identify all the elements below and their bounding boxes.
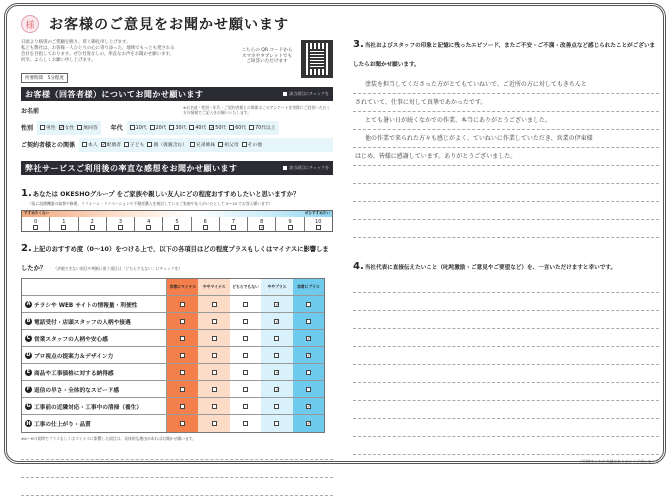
name-label: お名前: [21, 107, 40, 115]
age-options: [127, 121, 279, 135]
name-note: ※お名前・性別・年代・ご契約者様との関係はこのアンケートを実際にご回答いただく方の情報でご記入をお願いいたします。: [183, 105, 331, 115]
left-page: [21, 12, 333, 496]
q3-answer[interactable]: 塗装を担当してくださった方がとてもていねいで、ご近所の方に対してもきちんと されていて、仕事に対して真摯であかったです。 とても暑い日が続くなかでの作業、本当にありがとうございました。 他の作業で来られた方々も感じがよく、ていねいに作業していただき、営業の伊東様 はじめ、皆様に感謝しています。ありがとうございました。: [353, 76, 659, 238]
answer-line[interactable]: [21, 442, 333, 460]
scale-option[interactable]: 8 ✓: [248, 217, 276, 231]
relation-option[interactable]: 祖父母: [218, 141, 238, 148]
relation-option[interactable]: 本人: [82, 141, 98, 148]
right-page: [353, 12, 659, 465]
table-row: A チラシや WEB サイトの情報量・利便性 ✓: [22, 296, 324, 313]
table-row: B 電話受付・店頭スタッフの人柄や接遇 ✓: [22, 313, 324, 330]
gender-age-row: 性別 男性 ✓ 女性 無回答 年代 10代 20代 30代 40代 ✓ 50代 60代 70代以上: [21, 119, 333, 136]
checkbox-icon: [283, 92, 287, 96]
time-required: 所要時間 5分程度: [21, 73, 68, 83]
relation-option[interactable]: ✓ 配偶者: [101, 142, 122, 148]
relation-option[interactable]: 兄弟姉妹: [190, 141, 215, 148]
scale-option[interactable]: 3: [107, 217, 135, 231]
gender-options: [37, 121, 101, 135]
scale-high-label: ぜひすすめたい: [304, 211, 330, 215]
survey-sheet: [4, 3, 666, 464]
gender-option[interactable]: ✓ 女性: [59, 125, 75, 131]
scale-option[interactable]: 1: [50, 217, 78, 231]
relation-options: [79, 138, 333, 152]
customer-section-band: お客様（回答者様）についてお聞かせ願います 該当項目にチェックを: [21, 87, 333, 101]
gender-option[interactable]: 男性: [40, 124, 56, 131]
age-option[interactable]: 20代: [150, 124, 167, 131]
scale-option[interactable]: 0: [22, 217, 50, 231]
scale-low-label: すすめたくない: [24, 211, 50, 215]
age-option[interactable]: 60代: [229, 124, 246, 131]
question-2: 2.上記のおすすめ度（0〜10）をつける上で、以下の各項目はどの程度プラスもしくはマイナスに影響しましたか？ （評価できない項目や判断に迷う項目は「どちらでもない」にチェックを）: [21, 243, 329, 272]
table-row: G 工事前の近隣対応・工事中の清掃（養生） ✓: [22, 398, 324, 415]
answer-line[interactable]: [21, 460, 333, 478]
relation-row: ご契約者様との関係 本人 ✓ 配偶者 子ども 親（義親含む） 兄弟姉妹 祖父母 その他: [21, 136, 333, 153]
q4-answer[interactable]: [353, 275, 659, 455]
qr-caption: こちらの QR コードから スマホやタブレットでも ご回答いただけます: [241, 48, 293, 65]
table-row: D プロ視点の提案力＆デザイン力 ✓: [22, 347, 324, 364]
thanks-text: ご回答をいただき誠にありがとうございました: [579, 459, 659, 464]
scale-option[interactable]: 9: [276, 217, 304, 231]
scale-option[interactable]: 6: [192, 217, 220, 231]
scale-option[interactable]: 5: [163, 217, 191, 231]
age-option[interactable]: 10代: [130, 124, 147, 131]
table-row: H 工事の仕上がり・品質 ✓: [22, 415, 324, 432]
answer-line[interactable]: [21, 478, 333, 496]
recommend-scale: [21, 210, 333, 232]
gender-option[interactable]: 無回答: [77, 124, 97, 131]
scale-option[interactable]: 2: [79, 217, 107, 231]
table-row: E 商品や工事価格に対する納得感 ✓: [22, 364, 324, 381]
scale-option[interactable]: 4: [135, 217, 163, 231]
service-section-band: 弊社サービスご利用後の率直な感想をお聞かせ願います 該当項目にチェックを: [21, 161, 333, 175]
age-option[interactable]: 70代以上: [249, 124, 276, 131]
question-3: 3.当社およびスタッフの印象と記憶に残ったエピソード、またご不安・ご不満・改善点など感じられたことがございましたらお聞かせ願います。: [353, 39, 656, 68]
checkbox-icon: [283, 166, 287, 170]
relation-option[interactable]: 親（義親含む）: [147, 141, 187, 148]
impact-table: 非常にマイナス ややマイナス どちらでもない ややプラス 非常にプラス A チラシや WEB サイトの情報量・利便性 ✓ B 電話受付・店頭スタッフの人柄や接遇 ✓ C 営業スタッフの人柄や安心感 ✓ D プロ視点の提案力＆デザイン力 ✓ E 商品や工事価格に対する納得感 ✓ F 返信の早さ・全体的なスピード感 ✓ G 工事前の近隣対応・工事中の清掃（養生） ✓ H 工事の仕上がり・品質 ✓: [21, 278, 325, 433]
name-field[interactable]: [39, 105, 183, 115]
q2-foot-note: ※A〜Hの質問でプラスもしくはマイナスに影響した項目は、具体的な理由があればお聞かせ願います。: [21, 436, 197, 441]
relation-option[interactable]: 子ども: [124, 141, 144, 148]
intro-text: 日頃より格別のご愛顧を賜り、厚く御礼申し上げます。 私ども弊社は、お客様一人ひとりの心に寄り添った、地域でもっとも愛される 会社を目指しております。ぜひ忖度なしの、率直なお声をお聞かせ願います。 何卒、よろしくお願い申し上げます。: [21, 40, 175, 63]
scale-option[interactable]: 7: [220, 217, 248, 231]
age-option[interactable]: 30代: [169, 124, 186, 131]
relation-option[interactable]: その他: [242, 141, 262, 148]
qr-code-icon[interactable]: [301, 40, 333, 78]
age-option[interactable]: ✓ 50代: [210, 125, 227, 131]
scale-option[interactable]: 10: [305, 217, 332, 231]
age-option[interactable]: 40代: [189, 124, 206, 131]
question-4: 4.当社代表に直接伝えたいこと（叱咤激励・ご意見やご要望など）を、一言いただけますと幸いです。: [353, 261, 617, 272]
table-row: C 営業スタッフの人柄や安心感 ✓: [22, 330, 324, 347]
table-row: F 返信の早さ・全体的なスピード感 ✓: [22, 381, 324, 398]
question-1: 1.あなたは OKESHOグループ をご家族や親しい友人にどの程度おすすめしたいと思いますか？ （仮に設備機器の取替や修理、リフォーム・リノベーションや不動産購入を検討しているご家族や友人がいたとして 0〜10 でお答え願います）: [21, 188, 300, 206]
seal-icon: 様: [21, 15, 39, 33]
page-title: お客様のご意見をお聞かせ願います: [49, 17, 289, 33]
